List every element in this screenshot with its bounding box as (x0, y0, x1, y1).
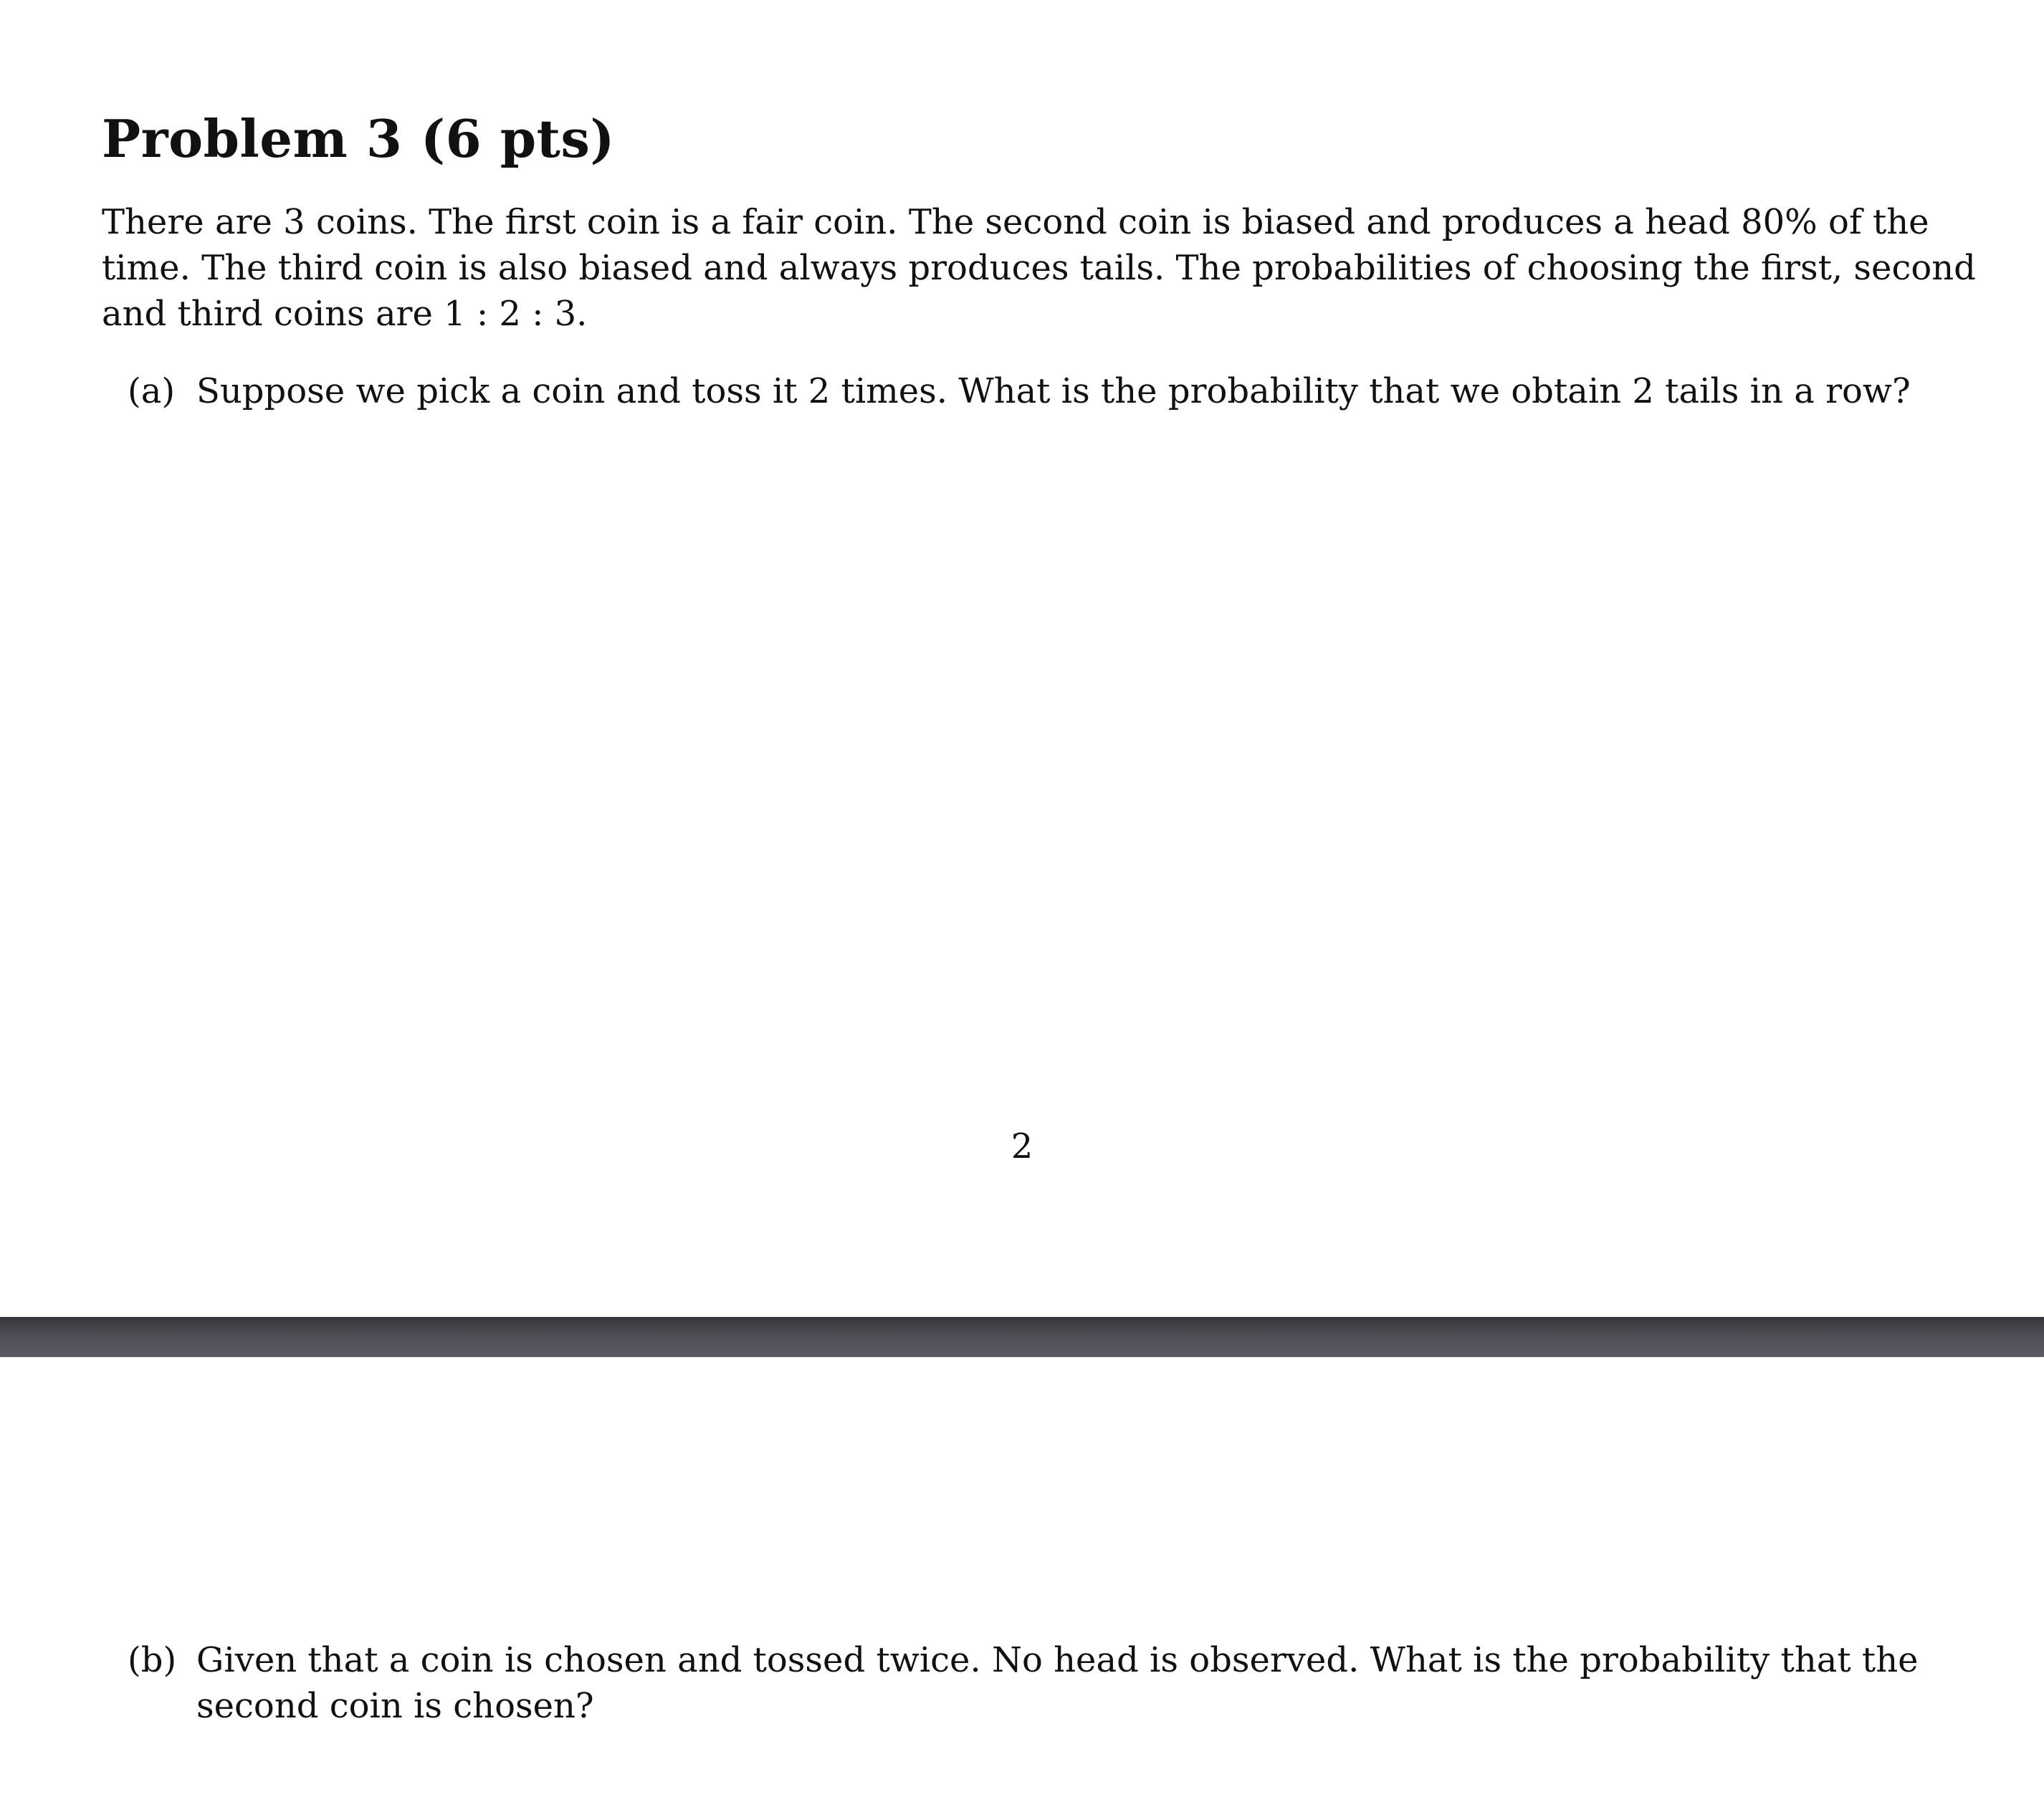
page-divider (0, 1317, 2044, 1357)
problem-title: Problem 3 (6 pts) (102, 108, 615, 169)
page-number: 2 (1011, 1126, 1033, 1166)
problem-statement (102, 199, 1976, 337)
part-b-line: second coin is chosen? (196, 1686, 594, 1726)
statement-line: There are 3 coins. The first coin is a fair coin. The second coin is biased and produces a head 80% of the (102, 202, 1929, 242)
part-a (128, 368, 1911, 414)
statement-line: and third coins are 1 : 2 : 3. (102, 294, 588, 334)
part-b-question (196, 1637, 1919, 1729)
statement-line: time. The third coin is also biased and always produces tails. The probabilities of choosing the first, second (102, 248, 1976, 288)
part-a-question (196, 368, 1911, 414)
part-a-line: Suppose we pick a coin and toss it 2 times. What is the probability that we obtain 2 tails in a row? (196, 371, 1911, 411)
page-bottom (0, 1357, 2044, 1802)
part-b (128, 1637, 1919, 1729)
part-b-label: (b) (128, 1640, 177, 1680)
part-a-label: (a) (128, 371, 176, 411)
part-b-line: Given that a coin is chosen and tossed twice. No head is observed. What is the probability that the (196, 1640, 1919, 1680)
